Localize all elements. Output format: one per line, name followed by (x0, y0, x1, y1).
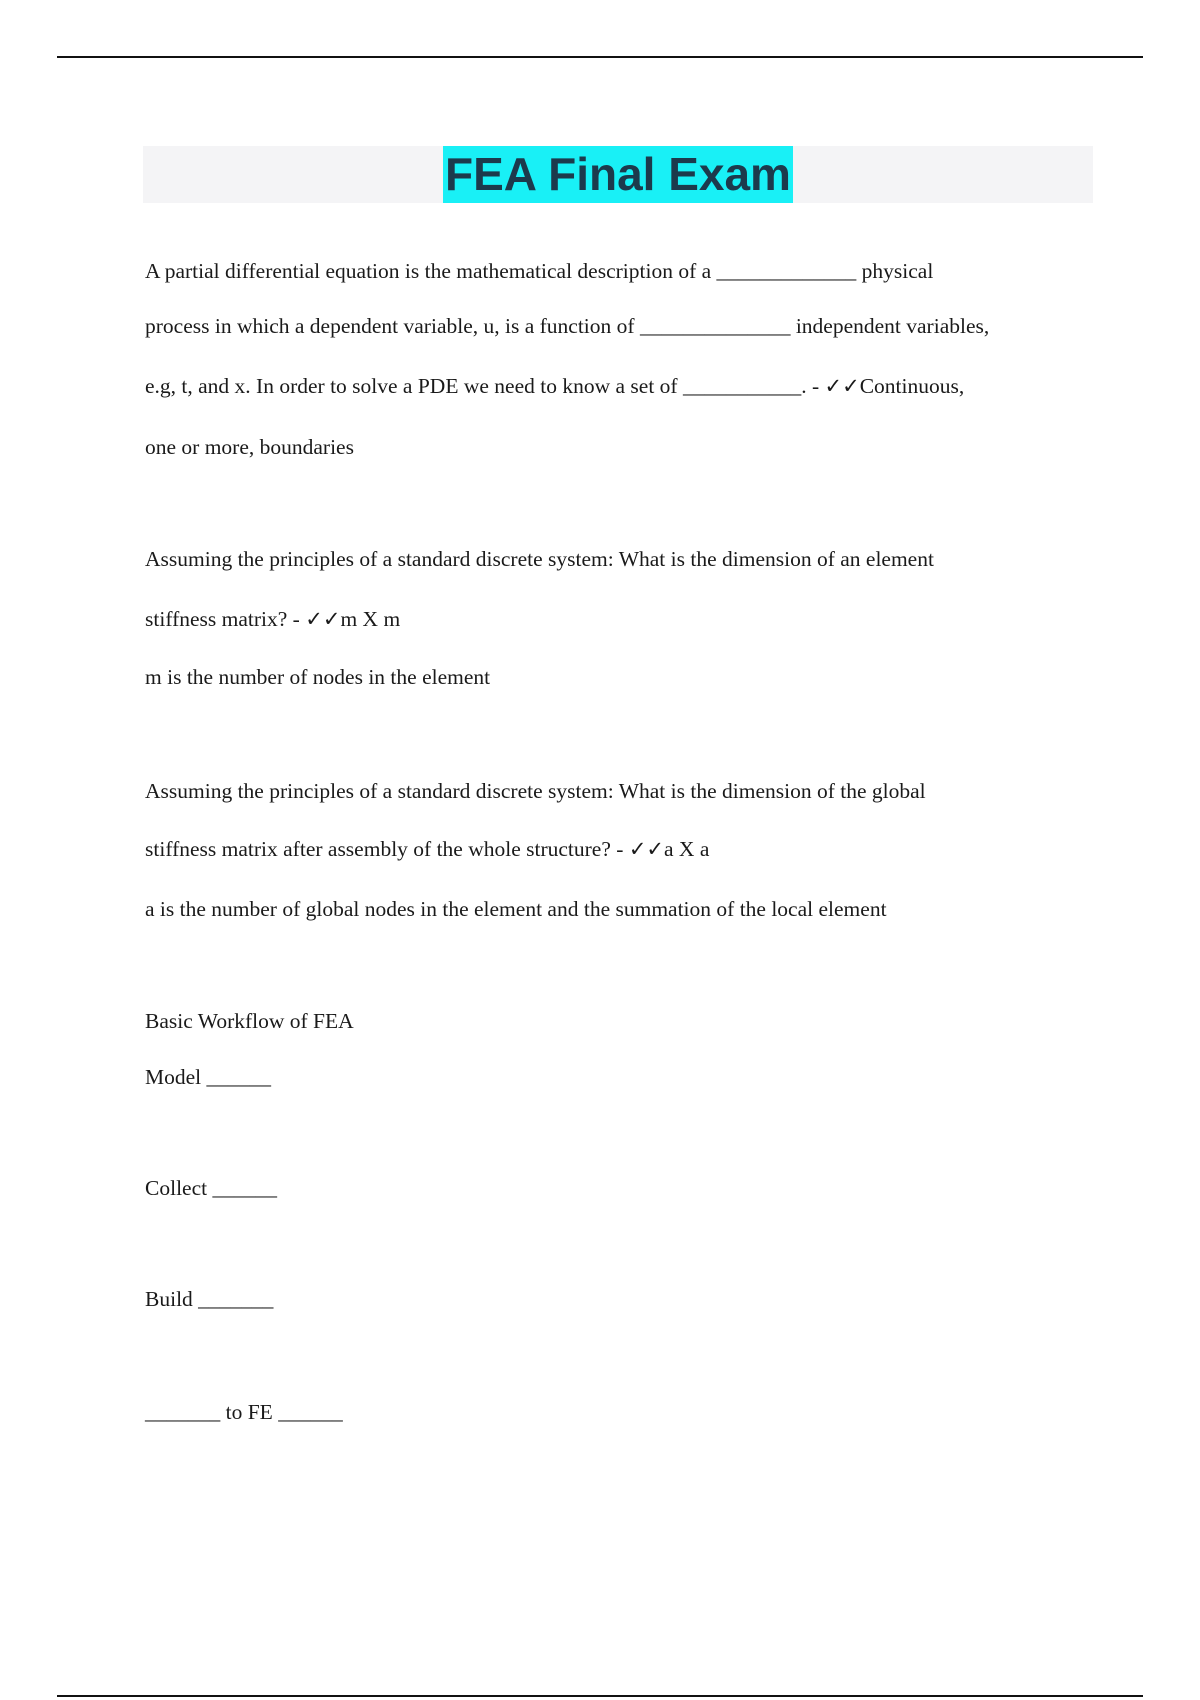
q4-heading: Basic Workflow of FEA (145, 1009, 354, 1033)
q1-line-3-text: e.g, t, and x. In order to solve a PDE we need to know a set of ___________. - (145, 374, 825, 398)
q3-line-1: Assuming the principles of a standard discrete system: What is the dimension of the global (145, 779, 926, 803)
checkmark-icon: ✓✓ (824, 374, 860, 398)
header-rule (57, 56, 1143, 58)
checkmark-icon: ✓✓ (305, 607, 341, 631)
footer-rule (57, 1695, 1143, 1697)
q4-step-3: Build _______ (145, 1287, 274, 1311)
q2-answer: m X m (340, 607, 401, 631)
q1-line-1: A partial differential equation is the mathematical description of a _____________ physical (145, 259, 934, 283)
q3-line-3: a is the number of global nodes in the element and the summation of the local element (145, 897, 887, 921)
q2-line-2-text: stiffness matrix? - (145, 607, 306, 631)
q3-answer: a X a (664, 837, 710, 861)
q1-line-3 (145, 372, 964, 400)
q2-line-1: Assuming the principles of a standard discrete system: What is the dimension of an element (145, 547, 934, 571)
q1-line-2: process in which a dependent variable, u, is a function of ______________ independent variables, (145, 314, 990, 338)
page-title: FEA Final Exam (443, 146, 793, 203)
q2-line-2 (145, 605, 400, 633)
q4-step-1: Model ______ (145, 1065, 272, 1089)
q1-answer: Continuous, (859, 374, 965, 398)
q1-line-4: one or more, boundaries (145, 435, 354, 459)
q4-step-4: _______ to FE ______ (145, 1400, 343, 1424)
checkmark-icon: ✓✓ (628, 837, 665, 861)
q4-step-2: Collect ______ (145, 1176, 277, 1200)
q3-line-2 (145, 835, 709, 863)
q2-line-3: m is the number of nodes in the element (145, 665, 491, 689)
title-band (143, 146, 1093, 203)
q3-line-2-text: stiffness matrix after assembly of the whole structure? - (145, 837, 629, 861)
